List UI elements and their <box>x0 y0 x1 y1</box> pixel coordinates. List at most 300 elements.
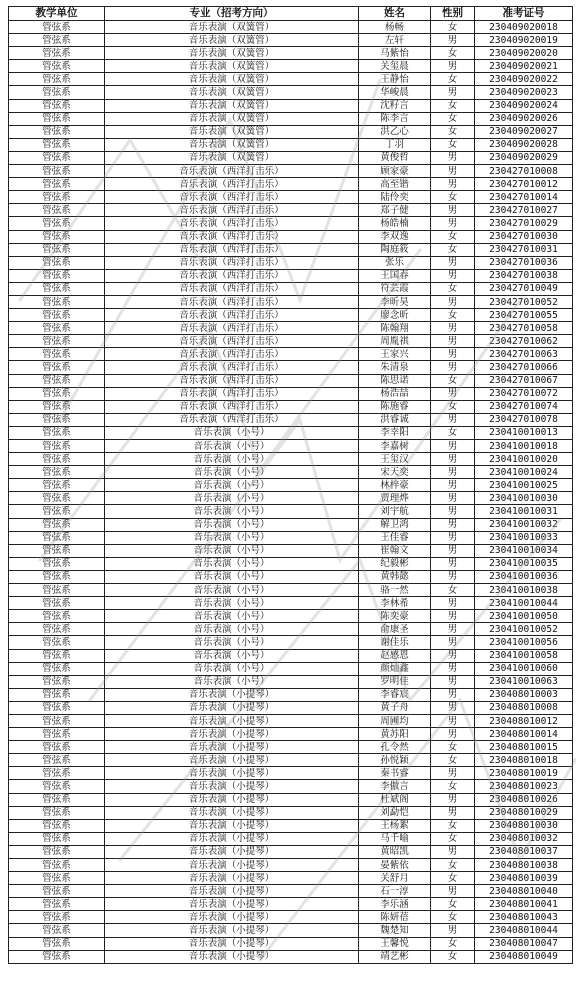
cell-gender: 男 <box>431 335 475 348</box>
cell-gender: 男 <box>431 793 475 806</box>
table-row <box>9 649 573 662</box>
cell-unit: 管弦系 <box>9 570 105 583</box>
cell-unit: 管弦系 <box>9 872 105 885</box>
cell-unit: 管弦系 <box>9 741 105 754</box>
cell-name: 洪乙心 <box>359 125 431 138</box>
cell-major: 音乐表演（小提琴） <box>105 741 359 754</box>
cell-exam-number: 230427010031 <box>475 243 573 256</box>
cell-exam-number: 230409020020 <box>475 47 573 60</box>
cell-exam-number: 230410010052 <box>475 623 573 636</box>
cell-major: 音乐表演（西洋打击乐） <box>105 243 359 256</box>
cell-gender: 男 <box>431 165 475 178</box>
cell-unit: 管弦系 <box>9 845 105 858</box>
cell-name: 马紫怡 <box>359 47 431 60</box>
cell-name: 王馨悦 <box>359 937 431 950</box>
cell-gender: 男 <box>431 217 475 230</box>
table-row <box>9 60 573 73</box>
cell-major: 音乐表演（小提琴） <box>105 937 359 950</box>
cell-name: 关舒月 <box>359 872 431 885</box>
cell-exam-number: 230408010019 <box>475 767 573 780</box>
table-row <box>9 544 573 557</box>
table-row <box>9 662 573 675</box>
table-row <box>9 413 573 426</box>
cell-gender: 男 <box>431 688 475 701</box>
cell-exam-number: 230408010014 <box>475 728 573 741</box>
cell-exam-number: 230409020026 <box>475 112 573 125</box>
cell-major: 音乐表演（西洋打击乐） <box>105 217 359 230</box>
cell-major: 音乐表演（西洋打击乐） <box>105 335 359 348</box>
table-row <box>9 73 573 86</box>
table-row <box>9 754 573 767</box>
cell-unit: 管弦系 <box>9 335 105 348</box>
cell-major: 音乐表演（西洋打击乐） <box>105 387 359 400</box>
cell-name: 洪睿诚 <box>359 413 431 426</box>
cell-name: 李幸阳 <box>359 426 431 439</box>
table-row <box>9 872 573 885</box>
cell-exam-number: 230408010012 <box>475 714 573 727</box>
cell-gender: 女 <box>431 426 475 439</box>
cell-exam-number: 230427010078 <box>475 413 573 426</box>
cell-major: 音乐表演（西洋打击乐） <box>105 361 359 374</box>
table-row <box>9 112 573 125</box>
cell-name: 颜灿鑫 <box>359 662 431 675</box>
table-body <box>9 21 573 964</box>
cell-major: 音乐表演（双簧管） <box>105 60 359 73</box>
cell-unit: 管弦系 <box>9 125 105 138</box>
cell-exam-number: 230427010066 <box>475 361 573 374</box>
cell-gender: 女 <box>431 898 475 911</box>
cell-exam-number: 230410010056 <box>475 636 573 649</box>
cell-gender: 男 <box>431 518 475 531</box>
admission-table <box>8 6 573 964</box>
cell-name: 纪毅彬 <box>359 557 431 570</box>
cell-exam-number: 230408010043 <box>475 911 573 924</box>
header-exam-number: 准考证号 <box>475 7 573 21</box>
cell-major: 音乐表演（小号） <box>105 675 359 688</box>
cell-major: 音乐表演（双簧管） <box>105 47 359 60</box>
cell-major: 音乐表演（双簧管） <box>105 34 359 47</box>
cell-unit: 管弦系 <box>9 178 105 191</box>
cell-exam-number: 230427010058 <box>475 322 573 335</box>
cell-exam-number: 230408010030 <box>475 819 573 832</box>
table-row <box>9 584 573 597</box>
cell-gender: 男 <box>431 256 475 269</box>
cell-unit: 管弦系 <box>9 309 105 322</box>
cell-exam-number: 230427010030 <box>475 230 573 243</box>
cell-unit: 管弦系 <box>9 243 105 256</box>
cell-major: 音乐表演（西洋打击乐） <box>105 295 359 308</box>
table-header-row <box>9 7 573 21</box>
cell-gender: 男 <box>431 269 475 282</box>
cell-major: 音乐表演（西洋打击乐） <box>105 322 359 335</box>
cell-major: 音乐表演（双簧管） <box>105 112 359 125</box>
cell-unit: 管弦系 <box>9 780 105 793</box>
table-row <box>9 728 573 741</box>
table-row <box>9 322 573 335</box>
table-row <box>9 479 573 492</box>
cell-unit: 管弦系 <box>9 675 105 688</box>
cell-gender: 女 <box>431 282 475 295</box>
cell-exam-number: 230409020023 <box>475 86 573 99</box>
cell-unit: 管弦系 <box>9 295 105 308</box>
cell-exam-number: 230408010039 <box>475 872 573 885</box>
cell-gender: 男 <box>431 387 475 400</box>
cell-unit: 管弦系 <box>9 767 105 780</box>
cell-gender: 女 <box>431 73 475 86</box>
cell-major: 音乐表演（西洋打击乐） <box>105 230 359 243</box>
table-row <box>9 86 573 99</box>
cell-name: 王家兴 <box>359 348 431 361</box>
cell-major: 音乐表演（小提琴） <box>105 898 359 911</box>
cell-gender: 女 <box>431 21 475 34</box>
table-row <box>9 21 573 34</box>
cell-gender: 女 <box>431 872 475 885</box>
cell-unit: 管弦系 <box>9 623 105 636</box>
table-row <box>9 950 573 963</box>
cell-name: 杨皓楠 <box>359 217 431 230</box>
cell-major: 音乐表演（小提琴） <box>105 911 359 924</box>
cell-name: 黄韩懿 <box>359 570 431 583</box>
cell-unit: 管弦系 <box>9 60 105 73</box>
cell-gender: 男 <box>431 714 475 727</box>
cell-exam-number: 230408010003 <box>475 688 573 701</box>
cell-unit: 管弦系 <box>9 832 105 845</box>
table-row <box>9 741 573 754</box>
cell-exam-number: 230427010063 <box>475 348 573 361</box>
cell-name: 顾家豪 <box>359 165 431 178</box>
cell-exam-number: 230410010060 <box>475 662 573 675</box>
cell-gender: 男 <box>431 60 475 73</box>
table-row <box>9 924 573 937</box>
cell-exam-number: 230427010012 <box>475 178 573 191</box>
cell-major: 音乐表演（西洋打击乐） <box>105 374 359 387</box>
table-row <box>9 295 573 308</box>
cell-exam-number: 230409020019 <box>475 34 573 47</box>
table-row <box>9 178 573 191</box>
cell-name: 华峻晨 <box>359 86 431 99</box>
cell-name: 陈思诺 <box>359 374 431 387</box>
cell-unit: 管弦系 <box>9 426 105 439</box>
cell-name: 孙悦颖 <box>359 754 431 767</box>
cell-major: 音乐表演（小提琴） <box>105 793 359 806</box>
table-row <box>9 845 573 858</box>
cell-exam-number: 230408010029 <box>475 806 573 819</box>
cell-major: 音乐表演（小提琴） <box>105 754 359 767</box>
cell-name: 晏紫依 <box>359 859 431 872</box>
cell-major: 音乐表演（西洋打击乐） <box>105 413 359 426</box>
cell-gender: 男 <box>431 662 475 675</box>
cell-name: 赵感恩 <box>359 649 431 662</box>
cell-gender: 男 <box>431 151 475 164</box>
cell-gender: 男 <box>431 86 475 99</box>
cell-exam-number: 230408010037 <box>475 845 573 858</box>
table-row <box>9 806 573 819</box>
cell-gender: 女 <box>431 138 475 151</box>
cell-unit: 管弦系 <box>9 112 105 125</box>
cell-exam-number: 230410010030 <box>475 492 573 505</box>
cell-gender: 女 <box>431 780 475 793</box>
cell-name: 陈奕豪 <box>359 610 431 623</box>
table-row <box>9 282 573 295</box>
cell-exam-number: 230427010062 <box>475 335 573 348</box>
cell-name: 罗明佳 <box>359 675 431 688</box>
cell-major: 音乐表演（西洋打击乐） <box>105 191 359 204</box>
table-row <box>9 47 573 60</box>
cell-major: 音乐表演（小提琴） <box>105 688 359 701</box>
cell-major: 音乐表演（西洋打击乐） <box>105 256 359 269</box>
cell-name: 陶庭筱 <box>359 243 431 256</box>
header-unit: 教学单位 <box>9 7 105 21</box>
cell-name: 林梓豪 <box>359 479 431 492</box>
cell-major: 音乐表演（小提琴） <box>105 832 359 845</box>
cell-name: 解卫鸿 <box>359 518 431 531</box>
cell-unit: 管弦系 <box>9 34 105 47</box>
table-row <box>9 256 573 269</box>
cell-major: 音乐表演（西洋打击乐） <box>105 178 359 191</box>
cell-exam-number: 230408010040 <box>475 885 573 898</box>
cell-name: 宋天奕 <box>359 466 431 479</box>
cell-exam-number: 230409020021 <box>475 60 573 73</box>
header-major: 专业（招考方向） <box>105 7 359 21</box>
cell-major: 音乐表演（小提琴） <box>105 714 359 727</box>
cell-major: 音乐表演（双簧管） <box>105 125 359 138</box>
cell-unit: 管弦系 <box>9 649 105 662</box>
cell-gender: 男 <box>431 610 475 623</box>
table-row <box>9 99 573 112</box>
cell-name: 谢佳乐 <box>359 636 431 649</box>
table-row <box>9 361 573 374</box>
cell-major: 音乐表演（西洋打击乐） <box>105 204 359 217</box>
cell-exam-number: 230409020027 <box>475 125 573 138</box>
table-row <box>9 138 573 151</box>
cell-unit: 管弦系 <box>9 885 105 898</box>
cell-exam-number: 230408010018 <box>475 754 573 767</box>
cell-unit: 管弦系 <box>9 754 105 767</box>
table-row <box>9 466 573 479</box>
cell-major: 音乐表演（小号） <box>105 557 359 570</box>
table-row <box>9 230 573 243</box>
cell-unit: 管弦系 <box>9 21 105 34</box>
cell-exam-number: 230427010055 <box>475 309 573 322</box>
cell-exam-number: 230408010047 <box>475 937 573 950</box>
cell-gender: 男 <box>431 531 475 544</box>
cell-exam-number: 230427010014 <box>475 191 573 204</box>
cell-gender: 男 <box>431 570 475 583</box>
cell-gender: 男 <box>431 885 475 898</box>
cell-name: 王佳睿 <box>359 531 431 544</box>
table-row <box>9 911 573 924</box>
cell-name: 魏楚知 <box>359 924 431 937</box>
cell-major: 音乐表演（双簧管） <box>105 21 359 34</box>
cell-major: 音乐表演（小号） <box>105 597 359 610</box>
cell-gender: 男 <box>431 492 475 505</box>
cell-gender: 男 <box>431 728 475 741</box>
cell-unit: 管弦系 <box>9 217 105 230</box>
cell-name: 陈李言 <box>359 112 431 125</box>
table-row <box>9 243 573 256</box>
cell-exam-number: 230409020028 <box>475 138 573 151</box>
cell-gender: 男 <box>431 623 475 636</box>
cell-gender: 男 <box>431 767 475 780</box>
cell-exam-number: 230427010049 <box>475 282 573 295</box>
table-row <box>9 714 573 727</box>
cell-unit: 管弦系 <box>9 662 105 675</box>
cell-name: 王国春 <box>359 269 431 282</box>
cell-major: 音乐表演（小提琴） <box>105 845 359 858</box>
cell-gender: 男 <box>431 322 475 335</box>
cell-major: 音乐表演（小提琴） <box>105 767 359 780</box>
cell-major: 音乐表演（西洋打击乐） <box>105 165 359 178</box>
cell-exam-number: 230410010025 <box>475 479 573 492</box>
cell-major: 音乐表演（小提琴） <box>105 701 359 714</box>
cell-name: 陆伶奕 <box>359 191 431 204</box>
cell-major: 音乐表演（西洋打击乐） <box>105 309 359 322</box>
table-row <box>9 505 573 518</box>
cell-unit: 管弦系 <box>9 924 105 937</box>
cell-major: 音乐表演（小提琴） <box>105 728 359 741</box>
cell-name: 张乐 <box>359 256 431 269</box>
cell-exam-number: 230409020022 <box>475 73 573 86</box>
table-row <box>9 780 573 793</box>
cell-exam-number: 230409020018 <box>475 21 573 34</box>
cell-gender: 男 <box>431 649 475 662</box>
cell-major: 音乐表演（小提琴） <box>105 859 359 872</box>
cell-name: 沈籽言 <box>359 99 431 112</box>
cell-exam-number: 230410010013 <box>475 426 573 439</box>
cell-exam-number: 230427010052 <box>475 295 573 308</box>
cell-gender: 女 <box>431 243 475 256</box>
cell-major: 音乐表演（小号） <box>105 453 359 466</box>
table-row <box>9 165 573 178</box>
cell-name: 李双逸 <box>359 230 431 243</box>
cell-exam-number: 230410010036 <box>475 570 573 583</box>
cell-exam-number: 230427010027 <box>475 204 573 217</box>
cell-name: 李乐涵 <box>359 898 431 911</box>
cell-unit: 管弦系 <box>9 937 105 950</box>
cell-gender: 男 <box>431 701 475 714</box>
cell-name: 杜斌阁 <box>359 793 431 806</box>
cell-gender: 女 <box>431 400 475 413</box>
cell-major: 音乐表演（双簧管） <box>105 138 359 151</box>
cell-major: 音乐表演（双簧管） <box>105 73 359 86</box>
cell-exam-number: 230408010041 <box>475 898 573 911</box>
table-row <box>9 623 573 636</box>
table-row <box>9 832 573 845</box>
cell-name: 王杨絮 <box>359 819 431 832</box>
cell-exam-number: 230410010035 <box>475 557 573 570</box>
cell-major: 音乐表演（西洋打击乐） <box>105 400 359 413</box>
cell-name: 秦书睿 <box>359 767 431 780</box>
cell-name: 靖艺彬 <box>359 950 431 963</box>
cell-exam-number: 230408010026 <box>475 793 573 806</box>
table-row <box>9 937 573 950</box>
cell-gender: 男 <box>431 557 475 570</box>
cell-gender: 男 <box>431 924 475 937</box>
cell-name: 黄苏阳 <box>359 728 431 741</box>
cell-exam-number: 230410010033 <box>475 531 573 544</box>
cell-gender: 男 <box>431 34 475 47</box>
cell-exam-number: 230408010044 <box>475 924 573 937</box>
cell-name: 王静怡 <box>359 73 431 86</box>
cell-name: 丁羽 <box>359 138 431 151</box>
cell-major: 音乐表演（小号） <box>105 426 359 439</box>
cell-gender: 男 <box>431 295 475 308</box>
cell-gender: 男 <box>431 466 475 479</box>
cell-name: 杨浩喆 <box>359 387 431 400</box>
cell-name: 李傲言 <box>359 780 431 793</box>
cell-gender: 女 <box>431 859 475 872</box>
cell-gender: 女 <box>431 832 475 845</box>
table-row <box>9 570 573 583</box>
cell-gender: 男 <box>431 544 475 557</box>
cell-name: 廖念昕 <box>359 309 431 322</box>
cell-gender: 男 <box>431 597 475 610</box>
cell-exam-number: 230409020024 <box>475 99 573 112</box>
cell-unit: 管弦系 <box>9 322 105 335</box>
table-row <box>9 688 573 701</box>
cell-unit: 管弦系 <box>9 728 105 741</box>
table-row <box>9 426 573 439</box>
cell-name: 马千喻 <box>359 832 431 845</box>
cell-major: 音乐表演（小号） <box>105 570 359 583</box>
table-row <box>9 518 573 531</box>
cell-major: 音乐表演（小号） <box>105 649 359 662</box>
cell-unit: 管弦系 <box>9 505 105 518</box>
cell-name: 陈妍蓓 <box>359 911 431 924</box>
table-row <box>9 453 573 466</box>
cell-major: 音乐表演（小提琴） <box>105 885 359 898</box>
table-row <box>9 440 573 453</box>
cell-exam-number: 230410010034 <box>475 544 573 557</box>
cell-unit: 管弦系 <box>9 151 105 164</box>
table-row <box>9 348 573 361</box>
table-row <box>9 819 573 832</box>
cell-gender: 男 <box>431 453 475 466</box>
cell-unit: 管弦系 <box>9 636 105 649</box>
cell-name: 贾理烨 <box>359 492 431 505</box>
cell-exam-number: 230427010038 <box>475 269 573 282</box>
cell-name: 俞康圣 <box>359 623 431 636</box>
cell-major: 音乐表演（小提琴） <box>105 819 359 832</box>
cell-exam-number: 230410010038 <box>475 584 573 597</box>
cell-unit: 管弦系 <box>9 701 105 714</box>
cell-unit: 管弦系 <box>9 518 105 531</box>
cell-name: 李林希 <box>359 597 431 610</box>
cell-unit: 管弦系 <box>9 374 105 387</box>
cell-unit: 管弦系 <box>9 86 105 99</box>
cell-major: 音乐表演（小号） <box>105 662 359 675</box>
cell-unit: 管弦系 <box>9 584 105 597</box>
cell-gender: 男 <box>431 845 475 858</box>
cell-unit: 管弦系 <box>9 688 105 701</box>
cell-gender: 女 <box>431 191 475 204</box>
cell-unit: 管弦系 <box>9 165 105 178</box>
cell-gender: 男 <box>431 479 475 492</box>
cell-name: 陈施睿 <box>359 400 431 413</box>
cell-major: 音乐表演（小提琴） <box>105 780 359 793</box>
table-row <box>9 597 573 610</box>
cell-name: 李嘉树 <box>359 440 431 453</box>
cell-unit: 管弦系 <box>9 348 105 361</box>
cell-exam-number: 230427010074 <box>475 400 573 413</box>
cell-major: 音乐表演（小号） <box>105 466 359 479</box>
cell-name: 周圃均 <box>359 714 431 727</box>
cell-name: 朱清泉 <box>359 361 431 374</box>
cell-exam-number: 230410010044 <box>475 597 573 610</box>
cell-name: 左轩 <box>359 34 431 47</box>
cell-gender: 男 <box>431 361 475 374</box>
table-row <box>9 269 573 282</box>
